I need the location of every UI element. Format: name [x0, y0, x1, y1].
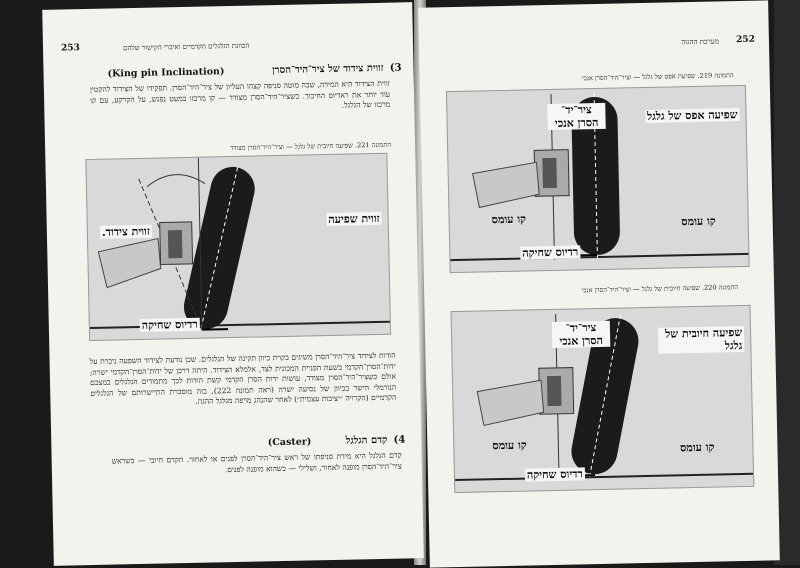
page-number: 253 [60, 43, 80, 54]
scrub-radius-label: רדיוס שחיקה [522, 245, 579, 260]
load-line-left-label: קו עומס [491, 212, 527, 227]
vertical-kingpin-label: ציר־יד־ הסרן אנכי [552, 321, 611, 348]
section-4-number: 4) [393, 434, 406, 446]
camber-angle-label: זווית שפיעה [328, 211, 380, 226]
page-number: 252 [736, 34, 756, 46]
running-head: הכוונת הגלגלים הקדמיים ואיברי הקישור שלהם [122, 41, 250, 53]
figure-219 [446, 85, 750, 273]
figure-221-caption: התמונה 221. שפיעה חיובית של גלגל — וציר־היד־הסרן מצודד [230, 140, 392, 153]
running-head: מערכת ההגוה [681, 37, 720, 47]
vertical-kingpin-label: ציר־יד־ הסרן אנכי [547, 103, 606, 130]
section-4-title: קדם הגלגל [345, 434, 388, 447]
section-3-number: 3) [389, 62, 402, 74]
scrub-radius-label: רדיוס שחיקה [141, 317, 198, 332]
paragraph-2: הודות לצידוד ציר־היד־הסרן משיגים בקרת כיוון תקינה של הגלגלים. שכן נודעת לצידוד השפעה ניכרת על ידות־הסרן־הקדמי בשעת הפניית המכונית לצד, אלמלא הצידוד. היתה דרכן של ידות־הסרן־הקדמי ישרה; אולם כשציר־היד־הסרן מצודד, עושות ידות הסרן הקדמי קשת הודות לכך מתמודים הגלגלים במצבם הנורמלי הישר בכיוון של נסיעה ישרה (ראה תמונה 222), בזה מוסברת התיישרותם של הגלגלים הקדמיים (הקרויה ״יציבות עצמית״) לאחר שהנהג מרפה מגלגל ההגה. [89, 350, 397, 406]
section-4-title-en: (Caster) [267, 436, 312, 449]
scrub-radius-label: רדיוס שחיקה [526, 467, 583, 482]
section-3-body: זווית הצידוד היא המידה, שבה מוטה סניפה קצהו העליון של ציר־היד־הסרן. תפקידו של הצידוד להקטין עוד יותר את ראדיוס החיכוך. כשציר־היד־הסרן מצודד — קו מרכזו כמעט נפגש, על הקרקע, עם קו מרכזו של הגלגל. [89, 78, 391, 110]
figure-220-caption: התמונה 220. שפיעה חיובית של גלגל — וציר־היד־הסרן אנכי [581, 283, 739, 295]
figure-221 [85, 153, 391, 341]
load-line-left-label: קו עומס [492, 438, 527, 453]
left-page [42, 2, 424, 566]
right-page [418, 0, 780, 567]
figure-220 [451, 305, 755, 493]
section-3-title-en: (King pin Inclination) [107, 66, 225, 80]
section-4-body: קדם הגלגל היא מידת סניפתו של ראש ציר־היד־הסרן לפנים או לאחור. הקדם חיובי — כשראש ציר־היד־הסרן מופנה לאחור, ושלילי — כשהוא מופנה לפנים. [111, 450, 402, 474]
load-line-right-label: קו עומס [681, 214, 716, 229]
inclination-angle-label: זווית צידוד. [101, 224, 151, 239]
zero-camber-label: שפיעה אפס של גלגל [646, 108, 738, 123]
figure-219-caption: התמונה 219. שפיעת אפס של גלגל — וציר־היד־הסרן אנכי [581, 71, 734, 83]
load-line-right-label: קו עומס [679, 440, 715, 455]
section-3-title: זווית צידוד של ציר־היד־הסרן [272, 62, 384, 77]
positive-camber-label: שפיעה חיובית של גלגל [658, 326, 745, 354]
figure-221-illustration [86, 154, 391, 341]
